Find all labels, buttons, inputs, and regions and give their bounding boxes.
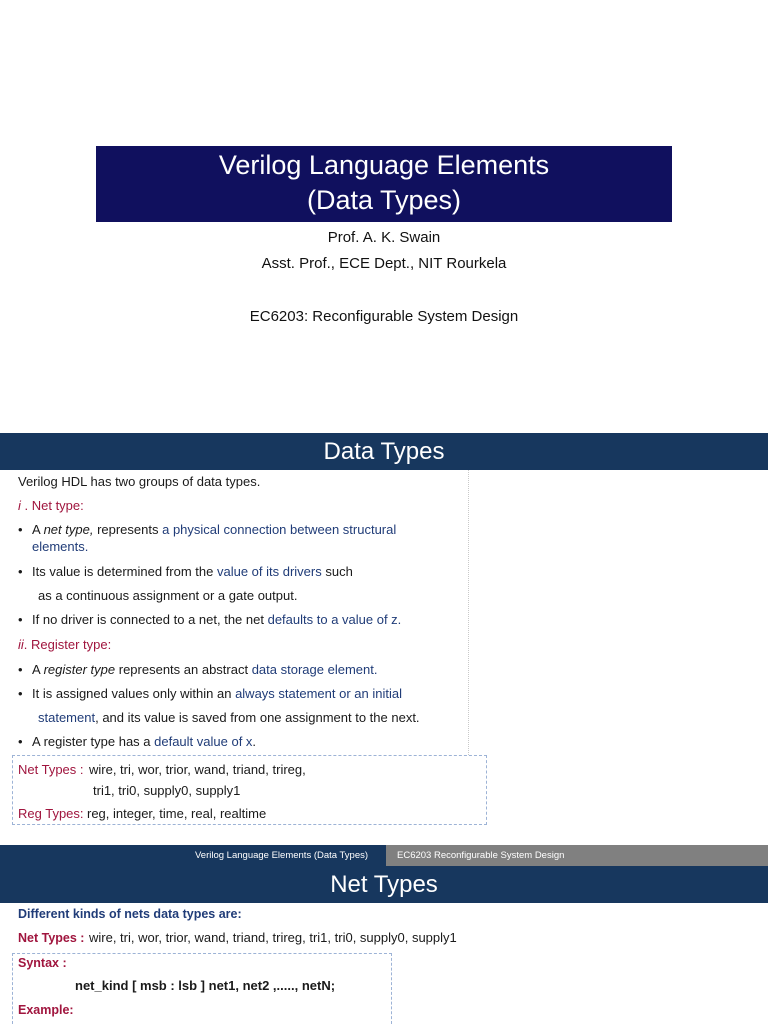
bullet-text: represents (93, 522, 163, 537)
slide-header: Data Types (0, 433, 768, 470)
bullet-text: A register type has a (32, 734, 155, 749)
bullet-text: such (321, 564, 353, 579)
net-types-values: wire, tri, wor, trior, wand, triand, trireg, (89, 762, 306, 777)
bullet-highlight: statement (38, 710, 96, 725)
bullet-text: . (252, 734, 257, 749)
register-bullet-2 (18, 686, 402, 702)
intro-text: Verilog HDL has two groups of data types. (18, 474, 261, 489)
bullet-highlight: default value of x (154, 734, 253, 749)
title-slide (0, 0, 768, 426)
bullet-highlight: always statement or an initial (235, 686, 402, 701)
register-type-numeral: ii (18, 637, 24, 652)
data-types-slide (0, 433, 768, 837)
bullet-text: A (32, 662, 44, 677)
bullet-marker: • (18, 662, 23, 677)
title-box (96, 146, 672, 222)
reg-types-values: reg, integer, time, real, realtime (87, 806, 267, 821)
net-type-heading-label: . Net type: (20, 498, 84, 513)
title-line-2: (Data Types) (306, 185, 462, 215)
info-bar-topic: Verilog Language Elements (Data Types) (195, 850, 369, 861)
bullet-marker: • (18, 734, 23, 749)
net-types-label: Net Types : (18, 762, 84, 777)
bullet-marker: • (18, 522, 23, 537)
types-summary-box (12, 755, 487, 825)
info-bar-course: EC6203 Reconfigurable System Design (397, 850, 565, 861)
register-bullet-3 (18, 734, 256, 750)
bullet-text: , and its value is saved from one assignment to the next. (95, 710, 420, 725)
bullet-highlight: defaults to a value of z. (267, 612, 402, 627)
register-bullet-2-continuation (38, 710, 420, 726)
net-types-values: wire, tri, wor, trior, wand, triand, trireg, tri1, tri0, supply0, supply1 (89, 930, 457, 945)
net-bullet-2-continuation: as a continuous assignment or a gate output. (38, 588, 298, 603)
bullet-text: It is assigned values only within an (32, 686, 236, 701)
bullet-highlight: value of its drivers (216, 564, 322, 579)
intro-text: Different kinds of nets data types are: (18, 907, 242, 921)
syntax-label: Syntax : (18, 956, 67, 970)
register-type-heading-label: . Register type: (23, 637, 112, 652)
bullet-marker: • (18, 612, 23, 627)
bullet-marker: • (18, 564, 23, 579)
author-affiliation: Asst. Prof., ECE Dept., NIT Rourkela (261, 255, 507, 272)
bullet-text: A (32, 522, 44, 537)
bullet-highlight: data storage element. (251, 662, 378, 677)
net-bullet-1-continuation: elements. (32, 539, 89, 554)
net-types-label: Net Types : (18, 931, 85, 945)
bullet-text: Its value is determined from the (32, 564, 217, 579)
course-name: EC6203: Reconfigurable System Design (249, 308, 519, 325)
net-types-slide (0, 845, 768, 1024)
syntax-code: net_kind [ msb : lsb ] net1, net2 ,....., netN; (75, 978, 336, 993)
net-types-row (18, 762, 306, 778)
reg-types-label: Reg Types: (18, 806, 84, 821)
syntax-box (12, 953, 392, 1024)
register-type-heading (18, 637, 111, 653)
info-bar-right (386, 845, 768, 866)
net-types-values-continued: tri1, tri0, supply0, supply1 (93, 783, 241, 798)
reg-types-row (18, 806, 266, 822)
net-bullet-3 (18, 612, 401, 628)
bullet-term: net type, (43, 522, 94, 537)
bullet-text: If no driver is connected to a net, the net (32, 612, 268, 627)
slide-header: Net Types (0, 866, 768, 903)
bullet-marker: • (18, 686, 23, 701)
net-type-numeral: i (18, 498, 21, 513)
text-box-border (468, 470, 469, 755)
register-bullet-1 (18, 662, 377, 678)
net-type-heading (18, 498, 84, 514)
bullet-term: register type (43, 662, 116, 677)
net-types-row (18, 930, 457, 946)
example-label: Example: (18, 1003, 74, 1017)
author-name: Prof. A. K. Swain (327, 229, 441, 246)
title-line-1: Verilog Language Elements (218, 150, 550, 180)
bullet-highlight: a physical connection between structural (162, 522, 397, 537)
bullet-text: represents an abstract (115, 662, 252, 677)
net-bullet-1 (18, 522, 396, 538)
net-bullet-2 (18, 564, 353, 580)
info-bar-left (0, 845, 386, 866)
